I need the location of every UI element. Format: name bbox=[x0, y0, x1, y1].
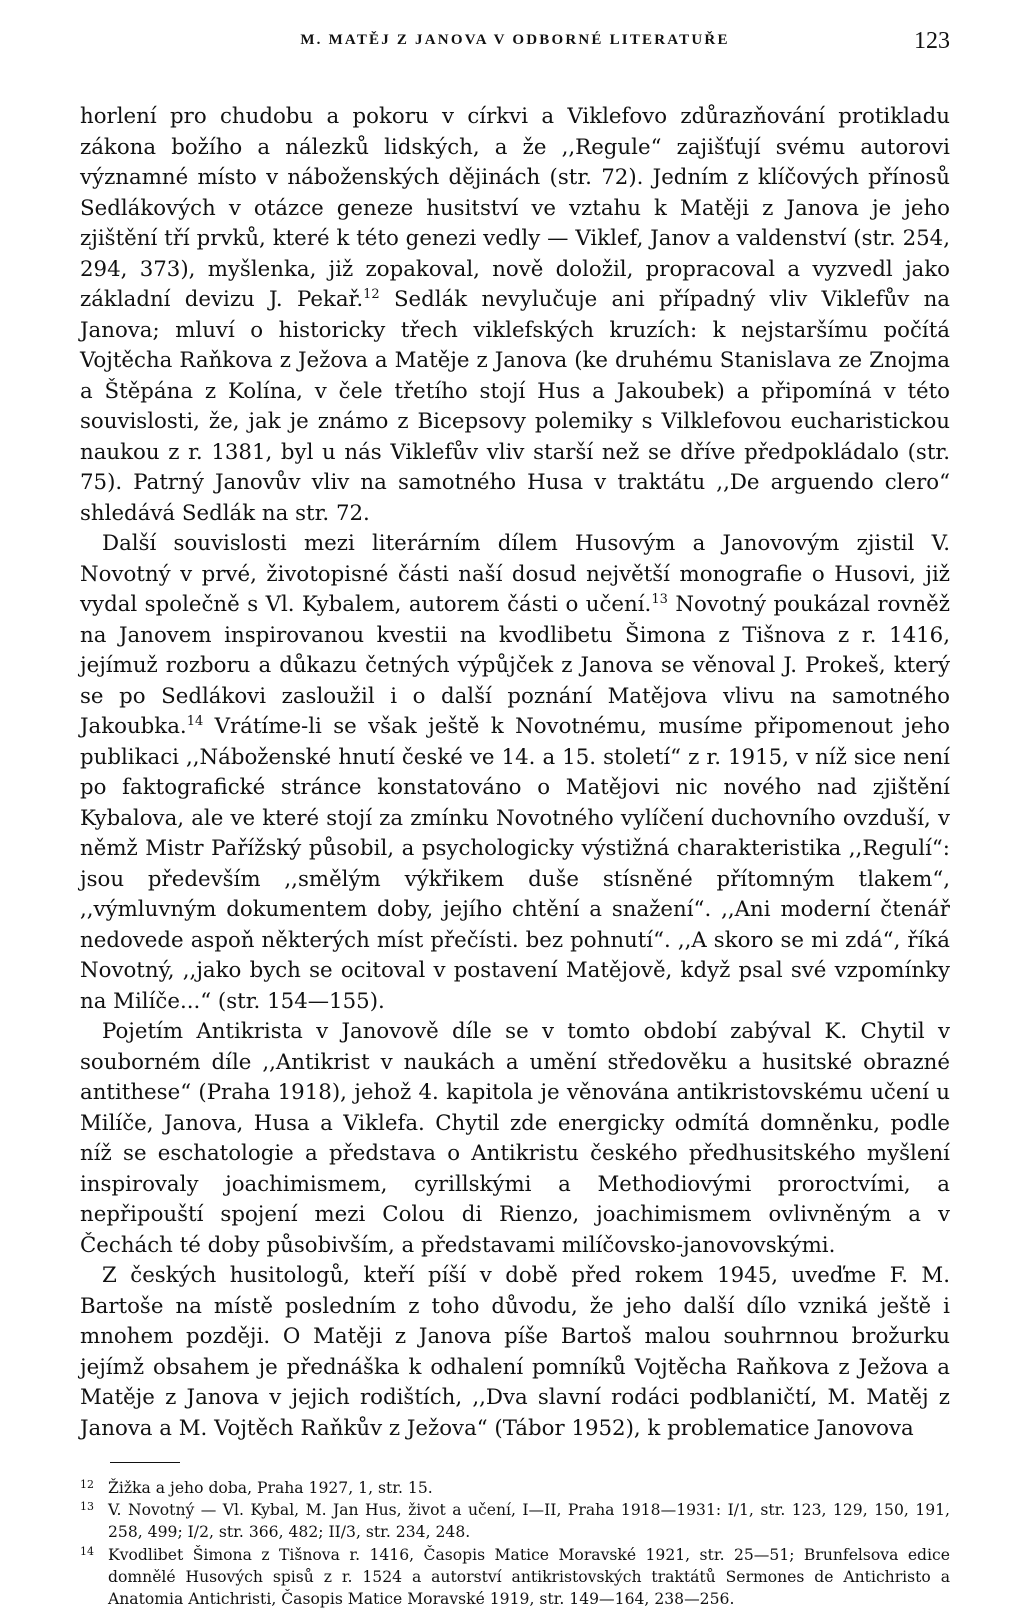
footnote-separator bbox=[110, 1462, 180, 1463]
footnote bbox=[80, 1499, 950, 1543]
footnote bbox=[80, 1477, 950, 1499]
paragraph-text: horlení pro chudobu a pokoru v církvi a Viklefovo zdůrazňování protikladu zákona božího a nálezků lidských, a že ,,Regule“ zajišťují svému autorovi významné místo v náboženských dějinách (str. 72). Jedním z klíčových přínosů Sedlákových v otázce geneze husitství ve vztahu k Matěji z Janova je jeho zjištění tří prvků, které k této genezi vedly — Viklef, Janov a valdenství (str. 254, 294, 373), myšlenka, již zopakoval, nově doložil, propracoval a vyzvedl jako základní devizu J. Pekař. bbox=[80, 104, 950, 312]
running-title: M. MATĚJ Z JANOVA V ODBORNÉ LITERATUŘE bbox=[300, 32, 730, 48]
paragraph-text: Sedlák nevylučuje ani případný vliv Viklefův na Janova; mluví o historicky třech viklefských kruzích: k nejstaršímu počítá Vojtěcha Raňkova z Ježova a Matěje z Janova (ke druhému Stanislava ze Znojma a Štěpána z Kolína, v čele třetího stojí Hus a Jakoubek) a připomíná v této souvislosti, že, jak je známo z Bicepsovy polemiky s Vilklefovou eucharistickou naukou z r. 1381, byl u nás Viklefův vliv starší než se dříve předpokládalo (str. 75). Patrný Janovův vliv na samotného Husa v traktátu ,,De arguendo clero“ shledává Sedlák na str. 72. bbox=[80, 287, 950, 526]
paragraph-text: Vrátíme-li se však ještě k Novotnému, musíme připomenout jeho publikaci ,,Náboženské hnutí české ve 14. a 15. století“ z r. 1915, v níž sice není po faktografické stránce konstatováno o Matějovi nic nového nad zjištění Kybalova, ale ve které stojí za zmínku Novotného vylíčení duchovního ovzduší, v němž Mistr Pařížský působil, a psychologicky výstižná charakteristika ,,Regulí“: jsou především ,,smělým výkřikem duše stísněné přítomným tlakem“, ,,výmluvným dokumentem doby, jejího chtění a snažení“. ,,Ani moderní čtenář nedovede aspoň některých míst přečísti. bez pohnutí“. ,,A skoro se mi zdá“, říká Novotný, ,,jako bych se ocitoval v postavení Matějově, když psal své vzpomínky na Milíče...“ (str. 154—155). bbox=[80, 714, 950, 1014]
footnote-reference: 14 bbox=[186, 714, 204, 729]
footnote-reference: 13 bbox=[651, 592, 668, 607]
footnote-number: 12 bbox=[80, 1478, 94, 1491]
footnote-text: Žižka a jeho doba, Praha 1927, 1, str. 15. bbox=[108, 1479, 433, 1497]
paragraph-text: Novotný poukázal rovněž na Janovem inspirovanou kvestii na kvodlibetu Šimona z Tišnova z r. 1416, jejímuž rozboru a důkazu četných výpůjček z Janova se věnoval J. Prokeš, který se po Sedlákovi zasloužil i o další poznání Matějova vlivu na samotného Jakoubka. bbox=[80, 592, 951, 739]
footnote-text: V. Novotný — Vl. Kybal, M. Jan Hus, život a učení, I—II, Praha 1918—1931: I/1, str. 123, 129, 150, 191, 258, 499; I/2, str. 366, 482; II/3, str. 234, 248. bbox=[108, 1501, 950, 1542]
footnote-number: 14 bbox=[80, 1544, 94, 1558]
paragraph bbox=[80, 1261, 950, 1444]
paragraph bbox=[80, 1017, 950, 1261]
paragraph-text: Pojetím Antikrista v Janovově díle se v tomto období zabýval K. Chytil v souborném díle ,,Antikrist v naukách a umění středověku a husitské obrazné antithese“ (Praha 1918), jehož 4. kapitola je věnována antikristovskému učení u Milíče, Janova, Husa a Viklefa. Chytil zde energicky odmítá domněnku, podle níž se eschatologie a představa o Antikristu českého předhusitského myšlení inspirovaly joachimismem, cyrillskými a Methodiovými proroctvími, a nepřipouští spojení mezi Colou di Rienzo, joachimismem ovlivněným a v Čechách té doby působivším, a představami milíčovsko-janovovskými. bbox=[80, 1019, 950, 1258]
footnote-text: Kvodlibet Šimona z Tišnova r. 1416, Časopis Matice Moravské 1921, str. 25—51; Brunfelsova edice domnělé Husových spisů z r. 1524 a autorství antikristovských traktátů Sermones de Antichristo a Anatomia Antichristi, Časopis Matice Moravské 1919, str. 149—164, 238—256. bbox=[108, 1545, 950, 1609]
footnote bbox=[80, 1544, 950, 1610]
paragraph-text: Z českých husitologů, kteří píší v době před rokem 1945, uveďme F. M. Bartoše na místě posledním z toho důvodu, že jeho další dílo vzniká ještě i mnohem později. O Matěji z Janova píše Bartoš malou souhrnnou brožurku jejímž obsahem je přednáška k odhalení pomníků Vojtěcha Raňkova z Ježova a Matěje z Janova v jejich rodištích, ,,Dva slavní rodáci podblaničtí, M. Matěj z Janova a M. Vojtěch Raňkův z Ježova“ (Tábor 1952), k problematice Janovova bbox=[80, 1263, 950, 1441]
paragraph bbox=[80, 529, 950, 1017]
paragraph bbox=[80, 102, 950, 529]
book-page bbox=[80, 28, 950, 1610]
footnote-reference: 12 bbox=[363, 287, 380, 302]
paragraph-text: Další souvislosti mezi literárním dílem Husovým a Janovovým zjistil V. Novotný v prvé, životopisné části naší dosud největší monografie o Husovi, již vydal společně s Vl. Kybalem, autorem části o učení. bbox=[80, 531, 950, 617]
page-number: 123 bbox=[914, 28, 950, 54]
footnote-number: 13 bbox=[80, 1500, 94, 1514]
footnotes bbox=[80, 1477, 950, 1610]
running-header bbox=[80, 28, 950, 62]
body-text bbox=[80, 102, 950, 1444]
